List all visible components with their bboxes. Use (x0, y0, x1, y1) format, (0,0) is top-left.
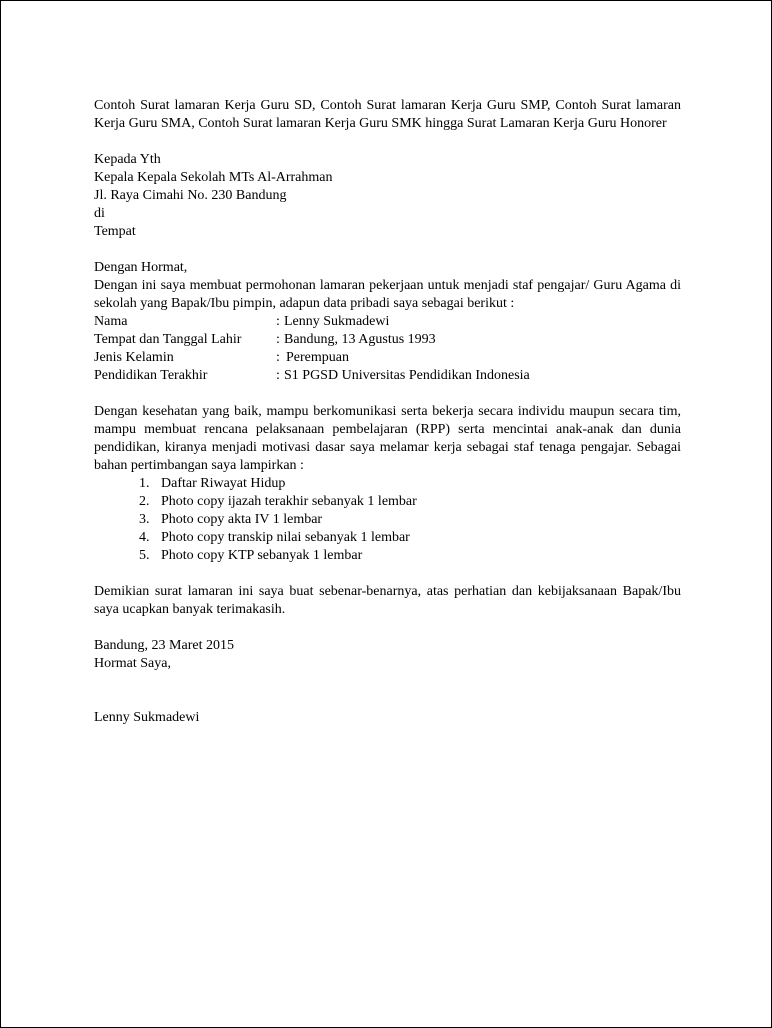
attachment-list (94, 475, 681, 565)
list-item (139, 493, 681, 511)
personal-row-gender (94, 349, 681, 367)
spacer (94, 385, 681, 403)
personal-value: Bandung, 13 Agustus 1993 (284, 332, 436, 347)
personal-label: Tempat dan Tanggal Lahir (94, 332, 242, 347)
personal-label: Nama (94, 314, 128, 329)
personal-value: Perempuan (286, 350, 349, 365)
personal-label: Pendidikan Terakhir (94, 368, 208, 383)
body-paragraph: Dengan kesehatan yang baik, mampu berkomunikasi serta bekerja secara individu maupun secara tim, mampu membuat rencana pelaksanaan pembelajaran (RPP) serta mencintai anak-anak dan dunia pendidikan, kiranya menjadi motivasi dasar saya melamar kerja sebagai staf tenaga pengajar. Sebagai bahan pertimbangan saya lampirkan : (94, 404, 681, 473)
list-number: 5. (139, 548, 150, 563)
list-number: 3. (139, 512, 150, 527)
greeting: Dengan Hormat, (94, 260, 188, 275)
personal-data-table (94, 313, 681, 385)
list-number: 2. (139, 494, 150, 509)
list-text: Photo copy KTP sebanyak 1 lembar (161, 548, 363, 563)
regards: Hormat Saya, (94, 656, 171, 671)
recipient-block (94, 151, 681, 241)
personal-row-birth (94, 331, 681, 349)
personal-separator: : (276, 368, 280, 383)
place-date: Bandung, 23 Maret 2015 (94, 638, 234, 653)
personal-value: S1 PGSD Universitas Pendidikan Indonesia (284, 368, 530, 383)
personal-label: Jenis Kelamin (94, 350, 174, 365)
personal-separator: : (276, 314, 280, 329)
spacer (94, 565, 681, 583)
closing-paragraph: Demikian surat lamaran ini saya buat sebenar-benarnya, atas perhatian dan kebijaksanaan Bapak/Ibu saya ucapkan banyak terimakasih. (94, 584, 681, 617)
intro-paragraph: Contoh Surat lamaran Kerja Guru SD, Contoh Surat lamaran Kerja Guru SMP, Contoh Surat lamaran Kerja Guru SMA, Contoh Surat lamaran Kerja Guru SMK hingga Surat Lamaran Kerja Guru Honorer (94, 98, 681, 131)
signature-space (94, 673, 681, 709)
list-text: Photo copy akta IV 1 lembar (161, 512, 323, 527)
recipient-di: di (94, 206, 105, 221)
personal-separator: : (276, 332, 280, 347)
personal-separator: : (276, 350, 280, 365)
personal-value: Lenny Sukmadewi (284, 314, 390, 329)
recipient-name: Kepala Kepala Sekolah MTs Al-Arrahman (94, 170, 333, 185)
recipient-salutation: Kepada Yth (94, 152, 161, 167)
opening-paragraph: Dengan ini saya membuat permohonan lamaran pekerjaan untuk menjadi staf pengajar/ Guru Agama di sekolah yang Bapak/Ibu pimpin, adapun data pribadi saya sebagai berikut : (94, 278, 681, 311)
list-number: 1. (139, 476, 150, 491)
list-text: Daftar Riwayat Hidup (161, 476, 286, 491)
personal-row-name (94, 313, 681, 331)
list-text: Photo copy transkip nilai sebanyak 1 lembar (161, 530, 410, 545)
list-item (139, 511, 681, 529)
recipient-address: Jl. Raya Cimahi No. 230 Bandung (94, 188, 287, 203)
list-number: 4. (139, 530, 150, 545)
list-item (139, 529, 681, 547)
list-text: Photo copy ijazah terakhir sebanyak 1 lembar (161, 494, 417, 509)
spacer (94, 133, 681, 151)
list-item (139, 547, 681, 565)
letter-body (94, 97, 681, 727)
spacer (94, 619, 681, 637)
list-item (139, 475, 681, 493)
spacer (94, 241, 681, 259)
personal-row-education (94, 367, 681, 385)
signer-name: Lenny Sukmadewi (94, 710, 200, 725)
recipient-place: Tempat (94, 224, 136, 239)
